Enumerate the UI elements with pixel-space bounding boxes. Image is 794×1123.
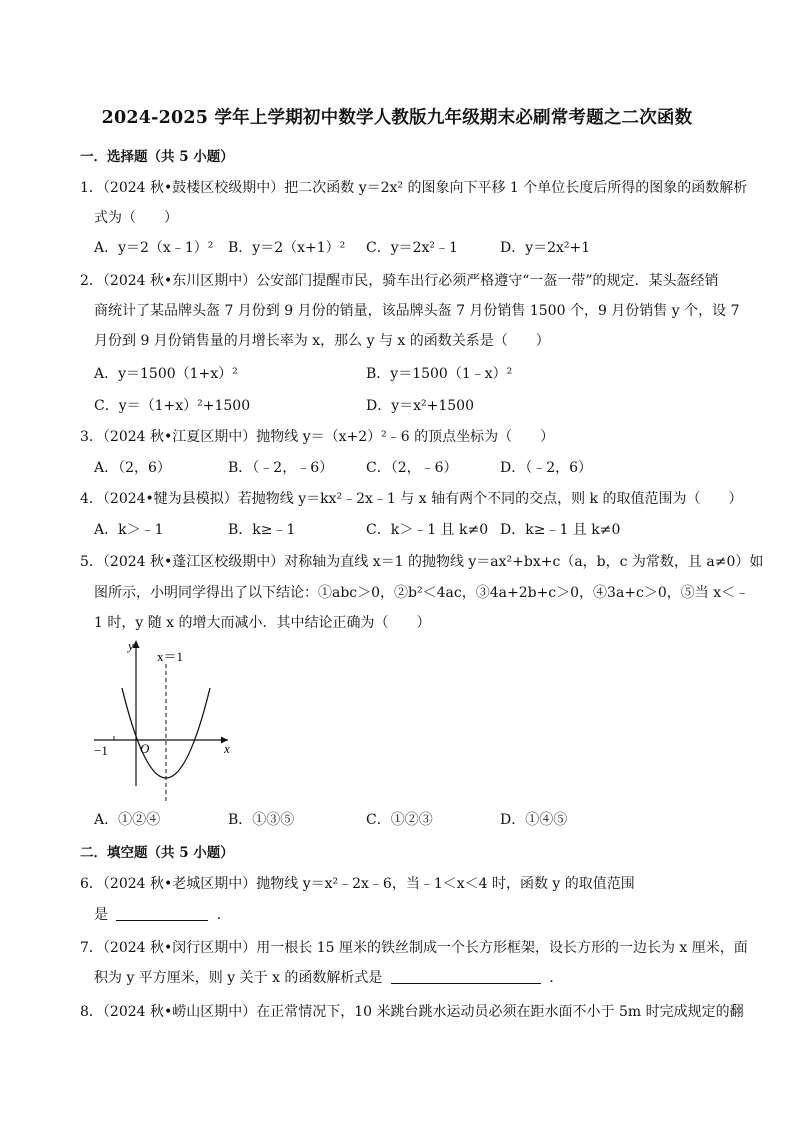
q7-text-after-blank: ． <box>549 970 564 986</box>
q3-stem-line1: 3．（2024 秋•江夏区期中）抛物线 y＝（x+2）²﹣6 的顶点坐标为（ ） <box>80 429 555 445</box>
q1-option-a: A．y＝2（x﹣1）² <box>94 240 214 256</box>
q2-stem-line2: 商统计了某品牌头盔 7 月份到 9 月份的销量，该品牌头盔 7 月份销售 1500 个，9 月份销售 y 个，设 7 <box>94 303 740 319</box>
symmetry-axis-label: x＝1 <box>157 649 184 664</box>
q7-answer-blank[interactable] <box>391 971 541 984</box>
origin-label: O <box>140 741 150 756</box>
q5-option-b: B．①③⑤ <box>228 812 295 828</box>
y-axis-label: y <box>128 638 134 653</box>
section-choice-heading: 一．选择题（共 5 小题） <box>80 149 234 165</box>
q3-option-b: B．（﹣2，﹣6） <box>228 460 334 476</box>
q7-text-before-blank: 积为 y 平方厘米，则 y 关于 x 的函数解析式是 <box>94 970 383 986</box>
section-fill-heading: 二．填空题（共 5 小题） <box>80 845 234 861</box>
q4-option-a: A．k＞﹣1 <box>94 522 164 538</box>
q5-option-c: C．①②③ <box>366 812 433 828</box>
q1-option-d: D．y＝2x²+1 <box>500 240 591 256</box>
q4-option-c: C．k＞﹣1 且 k≠0 <box>366 522 489 538</box>
q3-option-a: A．（2，6） <box>94 460 171 476</box>
parabola-graph <box>90 636 240 806</box>
x-axis-label: x <box>224 741 230 756</box>
q1-option-c: C．y＝2x²﹣1 <box>366 240 458 256</box>
q3-option-d: D．（﹣2，6） <box>500 460 593 476</box>
q4-option-d: D．k≥﹣1 且 k≠0 <box>500 522 621 538</box>
q5-stem-line1: 5．（2024 秋•蓬江区校级期中）对称轴为直线 x＝1 的抛物线 y＝ax²+bx+c（a，b，c 为常数，且 a≠0）如 <box>80 554 764 570</box>
q8-stem-line1: 8．（2024 秋•崂山区期中）在正常情况下，10 米跳台跳水运动员必须在距水面不小于 5m 时完成规定的翻 <box>80 1004 744 1020</box>
neg-one-label: −1 <box>94 743 108 758</box>
q5-stem-line2: 图所示，小明同学得出了以下结论：①abc＞0，②b²＜4ac，③4a+2b+c＞0，④3a+c＞0，⑤当 x＜﹣ <box>94 585 750 601</box>
q6-answer-blank[interactable] <box>116 908 208 921</box>
page-title: 2024-2025 学年上学期初中数学人教版九年级期末必刷常考题之二次函数 <box>101 108 693 128</box>
q1-option-b: B．y＝2（x+1）² <box>228 240 346 256</box>
q5-option-a: A．①②④ <box>94 812 161 828</box>
q3-option-c: C．（2，﹣6） <box>366 460 458 476</box>
q1-stem-line2: 式为（ ） <box>94 210 178 226</box>
q1-stem-line1: 1．（2024 秋•鼓楼区校级期中）把二次函数 y＝2x² 的图象向下平移 1 个单位长度后所得的图象的函数解析 <box>80 180 748 196</box>
q5-stem-line3: 1 时，y 随 x 的增大而减小．其中结论正确为（ ） <box>94 615 431 631</box>
q2-option-d: D．y＝x²+1500 <box>366 398 475 414</box>
q2-option-a: A．y＝1500（1+x）² <box>94 366 238 382</box>
q7-stem-line2 <box>94 967 563 987</box>
q7-stem-line1: 7．（2024 秋•闵行区期中）用一根长 15 厘米的铁丝制成一个长方形框架，设长方形的一边长为 x 厘米，面 <box>80 940 748 956</box>
q2-option-b: B．y＝1500（1﹣x）² <box>366 366 513 382</box>
q2-stem-line3: 月份到 9 月份销售量的月增长率为 x，那么 y 与 x 的函数关系是（ ） <box>94 333 550 349</box>
q6-text-before-blank: 是 <box>94 907 108 923</box>
q2-option-c: C．y＝（1+x）²+1500 <box>94 398 251 414</box>
q6-stem-line2 <box>94 904 231 924</box>
q6-stem-line1: 6．（2024 秋•老城区期中）抛物线 y＝x²﹣2x﹣6，当﹣1＜x＜4 时，函数 y 的取值范围 <box>80 876 635 892</box>
q4-stem-line1: 4．（2024•犍为县模拟）若抛物线 y＝kx²﹣2x﹣1 与 x 轴有两个不同的交点，则 k 的取值范围为（ ） <box>80 491 743 507</box>
q4-option-b: B．k≥﹣1 <box>228 522 296 538</box>
q6-text-after-blank: ． <box>216 907 231 923</box>
q5-option-d: D．①④⑤ <box>500 812 568 828</box>
q2-stem-line1: 2．（2024 秋•东川区期中）公安部门提醒市民，骑车出行必须严格遵守“一盔一带”的规定．某头盔经销 <box>80 273 719 289</box>
